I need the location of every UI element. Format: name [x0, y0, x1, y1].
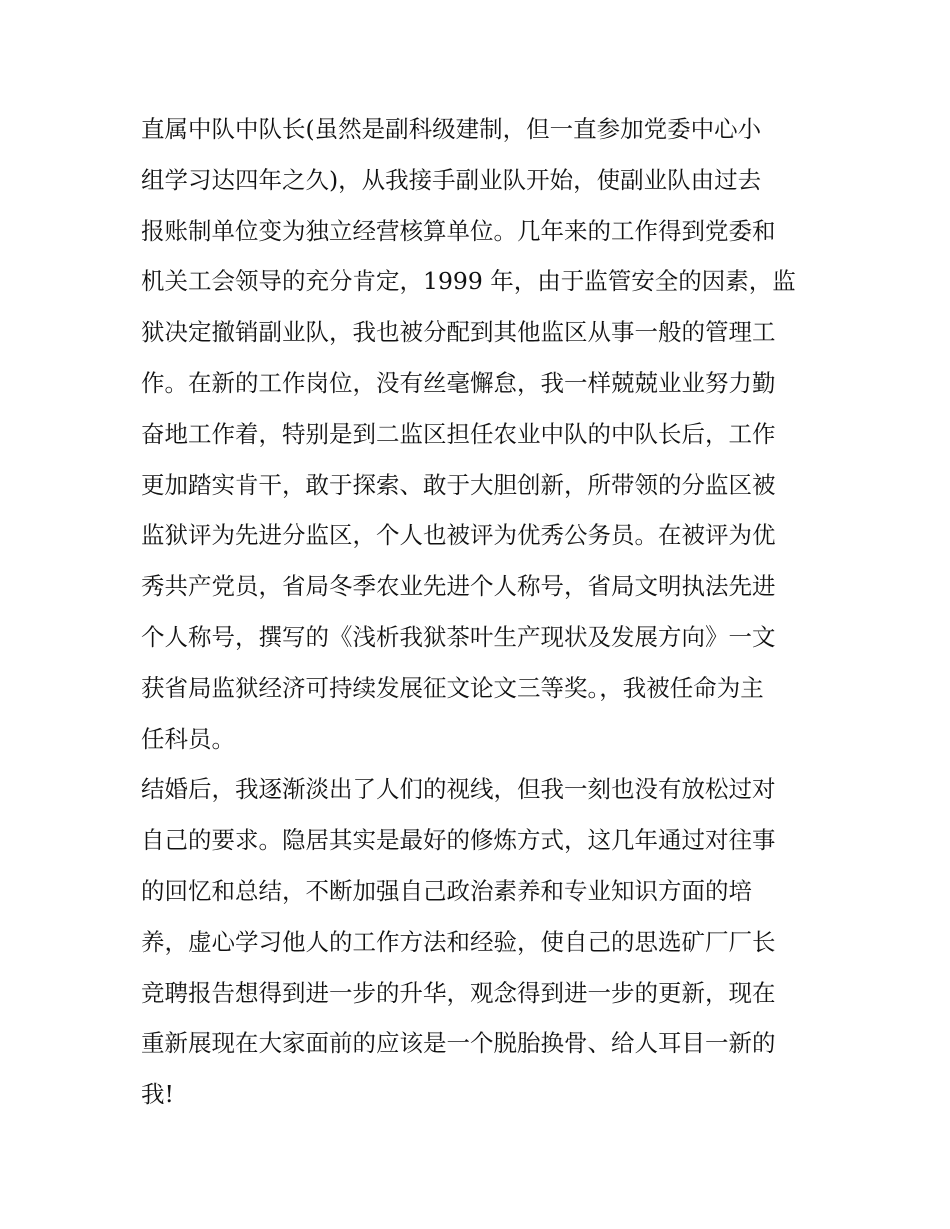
text-line: 作。在新的工作岗位，没有丝毫懈怠，我一样兢兢业业努力勤: [141, 368, 776, 397]
text-line: 结婚后，我逐渐淡出了人们的视线，但我一刻也没有放松过对: [141, 775, 776, 804]
text-line: 自己的要求。隐居其实是最好的修炼方式，这几年通过对往事: [141, 826, 776, 855]
text-line: 秀共产党员，省局冬季农业先进个人称号，省局文明执法先进: [141, 572, 776, 601]
text-line: 报账制单位变为独立经营核算单位。几年来的工作得到党委和: [141, 216, 776, 245]
text-line: 获省局监狱经济可持续发展征文论文三等奖。，我被任命为主: [141, 673, 764, 702]
text-line: 重新展现在大家面前的应该是一个脱胎换骨、给人耳目一新的: [141, 1029, 776, 1058]
text-line: 任科员。: [141, 724, 235, 753]
text-line: 的回忆和总结，不断加强自己政治素养和专业知识方面的培: [141, 876, 752, 905]
text-line: 组学习达四年之久)，从我接手副业队开始，使副业队由过去: [141, 165, 762, 194]
text-line: 奋地工作着，特别是到二监区担任农业中队的中队长后，工作: [141, 419, 776, 448]
text-line: 狱决定撤销副业队，我也被分配到其他监区从事一般的管理工: [141, 318, 776, 347]
text-line: 竞聘报告想得到进一步的升华，观念得到进一步的更新，现在: [141, 978, 776, 1007]
text-line: 机关工会领导的充分肯定，1999 年，由于监管安全的因素，监: [141, 267, 796, 296]
text-line: 养，虚心学习他人的工作方法和经验，使自己的思选矿厂厂长: [141, 927, 776, 956]
body-text: [141, 104, 821, 1120]
text-line: 更加踏实肯干，敢于探索、敢于大胆创新，所带领的分监区被: [141, 470, 776, 499]
text-line: 监狱评为先进分监区，个人也被评为优秀公务员。在被评为优: [141, 521, 776, 550]
text-line: 直属中队中队长(虽然是副科级建制，但一直参加党委中心小: [141, 115, 762, 143]
text-line: 我!: [141, 1080, 174, 1109]
text-line: 个人称号，撰写的《浅析我狱茶叶生产现状及发展方向》一文: [141, 622, 776, 651]
